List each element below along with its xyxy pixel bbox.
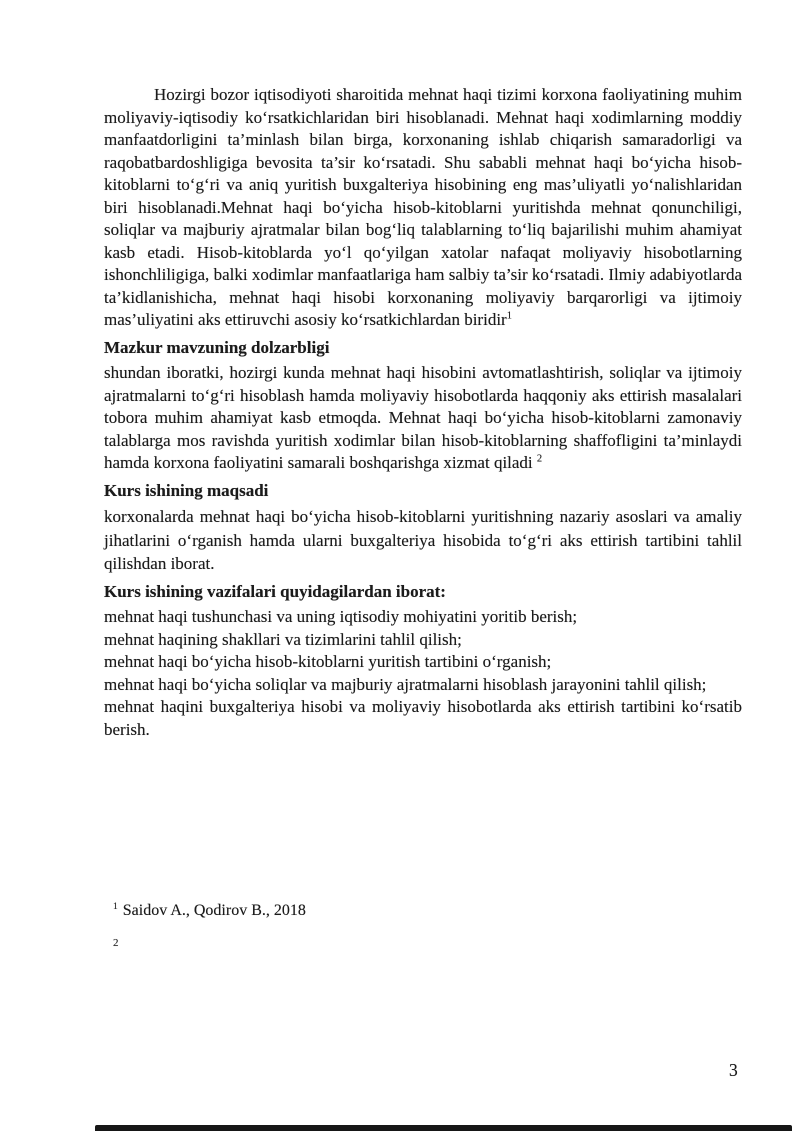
intro-paragraph-text: Hozirgi bozor iqtisodiyoti sharoitida mehnat haqi tizimi korxona faoliyatining muhim moliyaviy-iqtisodiy ko‘rsatkichlaridan biri hisoblanadi. Mehnat haqi xodimlarning moddiy manfaatdorligini ta’minlash bilan birga, korxonaning ishlab chiqarish samaradorligi va raqobatbardoshligiga bevosita ta’sir ko‘rsatadi. Shu sababli mehnat haqi bo‘yicha hisob-kitoblarni to‘g‘ri va aniq yuritish buxgalteriya hisobining eng mas’uliyatli yo‘nalishlaridan biri hisoblanadi.Mehnat haqi bo‘yicha hisob-kitoblarni yuritishda mehnat qonunchiligi, soliqlar va majburiy ajratmalar bilan bog‘liq talablarning to‘liq bajarilishi muhim ahamiyat kasb etadi. Hisob-kitoblarda yo‘l qo‘yilgan xatolar nafaqat moliyaviy hisobotlarning ishonchliligiga, balki xodimlar manfaatlariga ham salbiy ta’sir ko‘rsatadi. Ilmiy adabiyotlarda ta’kidlanishicha, mehnat haqi hisobi korxonaning moliyaviy barqarorligi va ijtimoiy mas’uliyatini aks ettiruvchi asosiy ko‘rsatkichlardan biridir xyxy=(104,85,742,329)
page-number: 3 xyxy=(729,1060,738,1080)
intro-paragraph xyxy=(104,84,742,332)
task-item: mehnat haqi bo‘yicha hisob-kitoblarni yuritish tartibini o‘rganish; xyxy=(104,652,552,671)
relevance-paragraph-text: shundan iboratki, hozirgi kunda mehnat haqi hisobini avtomatlashtirish, soliqlar va ijtimoiy ajratmalarni to‘g‘ri hisoblash hamda moliyaviy hisobotlarda haqqoniy aks ettirish masalalari tobora muhim ahamiyat kasb etmoqda. Mehnat haqi bo‘yicha hisob-kitoblarni zamonaviy talablarga mos ravishda yuritish xodimlar bilan hisob-kitoblarning shaffofligini ta’minlaydi hamda korxona faoliyatini samarali boshqarishga xizmat qiladi xyxy=(104,363,742,472)
relevance-heading: Mazkur mavzuning dolzarbligi xyxy=(104,337,330,357)
scan-edge-artifact xyxy=(95,1125,792,1131)
footnote-1-text: Saidov A., Qodirov B., 2018 xyxy=(122,902,306,919)
task-item: mehnat haqining shakllari va tizimlarini tahlil qilish; xyxy=(104,629,462,649)
task-item: mehnat haqi bo‘yicha soliqlar va majburiy ajratmalarni hisoblash jarayonini tahlil qilish; xyxy=(104,674,707,694)
footnote-1 xyxy=(113,900,743,921)
footnote-ref-1: 1 xyxy=(506,310,512,322)
tasks-heading: Kurs ishining vazifalari quyidagilardan iborat: xyxy=(104,581,446,601)
footnote-2: 2 xyxy=(113,937,119,949)
task-item: mehnat haqini buxgalteriya hisobi va moliyaviy hisobotlarda aks ettirish tartibini ko‘rsatib berish. xyxy=(104,697,742,739)
task-item: mehnat haqi tushunchasi va uning iqtisodiy mohiyatini yoritib berish; xyxy=(104,607,578,626)
document-body xyxy=(104,84,742,741)
footnote-1-marker: 1 xyxy=(113,901,118,912)
relevance-paragraph xyxy=(104,362,742,475)
footnote-ref-2: 2 xyxy=(536,453,543,465)
objective-paragraph: korxonalarda mehnat haqi bo‘yicha hisob-kitoblarni yuritishning nazariy asoslari va amaliy jihatlarini o‘rganish hamda ularni buxgalteriya hisobida to‘g‘ri aks ettirish tartibini tahlil qilishdan iborat. xyxy=(104,507,742,573)
footnotes-area xyxy=(113,900,743,954)
objective-heading: Kurs ishining maqsadi xyxy=(104,480,269,500)
